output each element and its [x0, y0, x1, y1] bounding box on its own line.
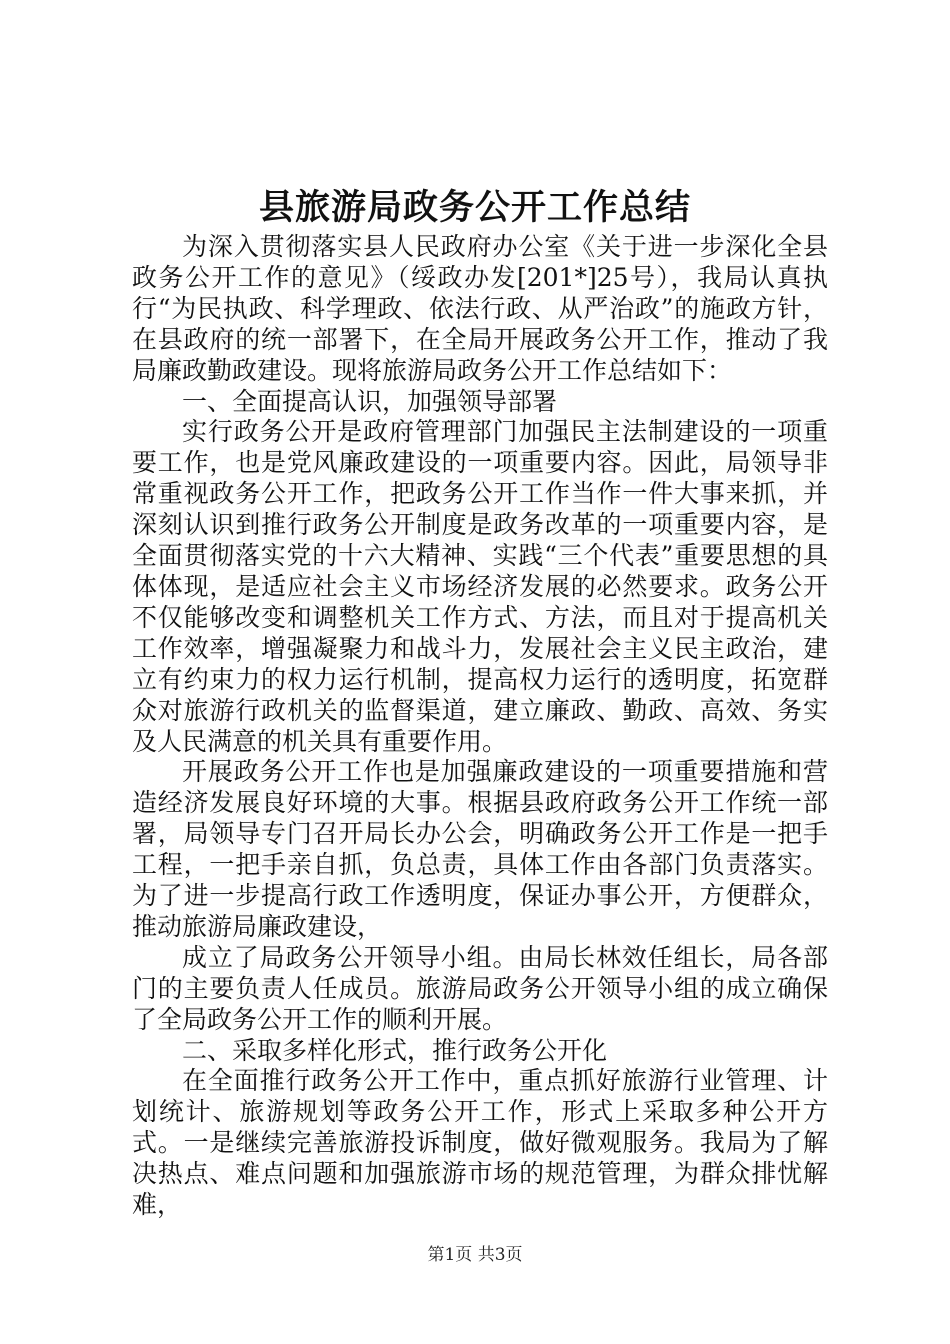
- page-number-footer: 第1页 共3页: [427, 1245, 523, 1265]
- document-body: [132, 232, 828, 1221]
- paragraph: 成立了局政务公开领导小组。由局长林效任组长，局各部门的主要负责人任成员。旅游局政务公开领导小组的成立确保了全局政务公开工作的顺利开展。: [132, 942, 828, 1034]
- section-heading: 二、采取多样化形式，推行政务公开化: [182, 1035, 608, 1065]
- paragraph: 在全面推行政务公开工作中，重点抓好旅游行业管理、计划统计、旅游规划等政务公开工作，形式上采取多种公开方式。一是继续完善旅游投诉制度，做好微观服务。我局为了解决热点、难点问题和加强旅游市场的规范管理，为群众排忧解难，: [132, 1066, 828, 1220]
- document-title: 县旅游局政务公开工作总结: [258, 187, 691, 228]
- paragraph: 开展政务公开工作也是加强廉政建设的一项重要措施和营造经济发展良好环境的大事。根据县政府政务公开工作统一部署，局领导专门召开局长办公会，明确政务公开工作是一把手工程，一把手亲自抓，负总责，具体工作由各部门负责落实。为了进一步提高行政工作透明度，保证办事公开，方便群众，推动旅游局廉政建设，: [132, 757, 828, 941]
- paragraph: 为深入贯彻落实县人民政府办公室《关于进一步深化全县政务公开工作的意见》（绥政办发[201*]25号），我局认真执行“为民执政、科学理政、依法行政、从严治政”的施政方针，在县政府的统一部署下，在全局开展政务公开工作，推动了我局廉政勤政建设。现将旅游局政务公开工作总结如下：: [132, 232, 828, 385]
- paragraph: 实行政务公开是政府管理部门加强民主法制建设的一项重要工作，也是党风廉政建设的一项重要内容。因此，局领导非常重视政务公开工作，把政务公开工作当作一件大事来抓，并深刻认识到推行政务公开制度是政务改革的一项重要内容，是全面贯彻落实党的十六大精神、实践“三个代表”重要思想的具体体现，是适应社会主义市场经济发展的必然要求。政务公开不仅能够改变和调整机关工作方式、方法，而且对于提高机关工作效率，增强凝聚力和战斗力，发展社会主义民主政治，建立有约束力的权力运行机制，提高权力运行的透明度，拓宽群众对旅游行政机关的监督渠道，建立廉政、勤政、高效、务实及人民满意的机关具有重要作用。: [132, 417, 828, 756]
- section-heading: 一、全面提高认识，加强领导部署: [182, 386, 558, 416]
